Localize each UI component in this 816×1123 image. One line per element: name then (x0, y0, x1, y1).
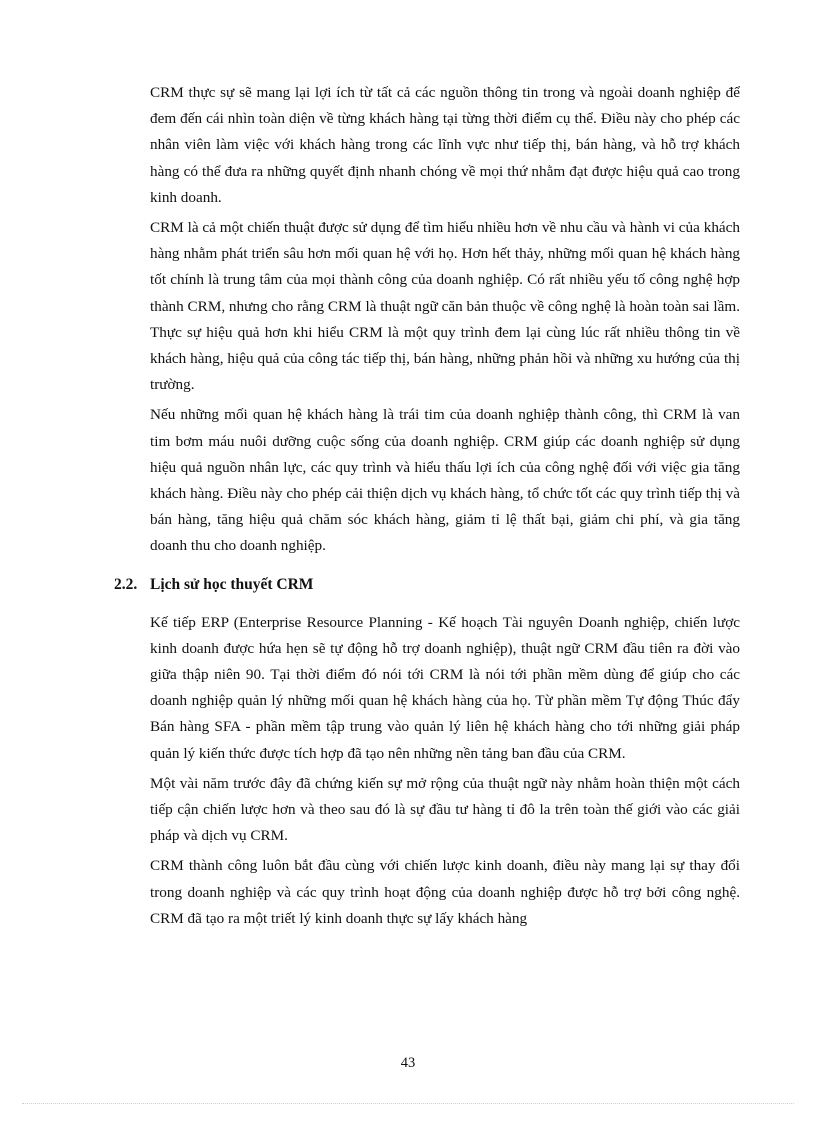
section-title: Lịch sử học thuyết CRM (150, 575, 314, 593)
paragraph-crm-history: Kế tiếp ERP (Enterprise Resource Planning - Kế hoạch Tài nguyên Doanh nghiệp, chiến lược kinh doanh được hứa hẹn sẽ tự động hỗ trợ doanh nghiệp), thuật ngữ CRM đầu tiên ra đời vào giữa thập niên 90. Tại thời điểm đó nói tới CRM là nói tới phần mềm dùng để giúp cho các doanh nghiệp quản lý những mối quan hệ khách hàng của họ. Từ phần mềm Tự động Thúc đẩy Bán hàng SFA - phần mềm tập trung vào quản lý liên hệ khách hàng cho tới những giải pháp quản lý kiến thức được tích hợp đã tạo nên những nền tảng ban đầu của CRM. (150, 613, 740, 762)
paragraph-crm-strategy: CRM là cả một chiến thuật được sử dụng để tìm hiểu nhiều hơn về nhu cầu và hành vi của khách hàng nhằm phát triển sâu hơn mối quan hệ với họ. Hơn hết thảy, những mối quan hệ khách hàng tốt chính là trung tâm của mọi thành công của doanh nghiệp. Có rất nhiều yếu tố công nghệ hợp thành CRM, nhưng cho rằng CRM là thuật ngữ căn bản thuộc về công nghệ là hoàn toàn sai lầm. Thực sự hiệu quả hơn khi hiểu CRM là một quy trình đem lại cùng lúc rất nhiều thông tin về khách hàng, hiệu quả của công tác tiếp thị, bán hàng, những phản hồi và những xu hướng của thị trường. (150, 219, 740, 394)
paragraph-crm-heart: Nếu những mối quan hệ khách hàng là trái tim của doanh nghiệp thành công, thì CRM là van tim bơm máu nuôi dưỡng cuộc sống của doanh nghiệp. CRM giúp các doanh nghiệp sử dụng hiệu quả nguồn nhân lực, các quy trình và hiểu thấu lợi ích của công nghệ đối với việc gia tăng khách hàng. Điều này cho phép cải thiện dịch vụ khách hàng, tổ chức tốt các quy trình tiếp thị và bán hàng, tăng hiệu quả chăm sóc khách hàng, giảm tỉ lệ thất bại, giảm chi phí, và gia tăng doanh thu cho doanh nghiệp. (150, 406, 740, 555)
page-number: 43 (400, 1055, 416, 1071)
paragraph-crm-expansion: Một vài năm trước đây đã chứng kiến sự mở rộng của thuật ngữ này nhằm hoàn thiện một cách tiếp cận chiến lược hơn và theo sau đó là sự đầu tư hàng tỉ đô la trên toàn thế giới vào các giải pháp và dịch vụ CRM. (150, 774, 740, 845)
paragraph-crm-benefits: CRM thực sự sẽ mang lại lợi ích từ tất cả các nguồn thông tin trong và ngoài doanh nghiệp để đem đến cái nhìn toàn diện về từng khách hàng tại từng thời điểm cụ thể. Điều này cho phép các nhân viên làm việc với khách hàng trong các lĩnh vực như tiếp thị, bán hàng, và hỗ trợ khách hàng có thể đưa ra những quyết định nhanh chóng về mọi thứ nhằm đạt được hiệu quả cao trong kinh doanh. (150, 84, 740, 206)
paragraph-crm-success: CRM thành công luôn bắt đầu cùng với chiến lược kinh doanh, điều này mang lại sự thay đổi trong doanh nghiệp và các quy trình hoạt động của doanh nghiệp được hỗ trợ bởi công nghệ. CRM đã tạo ra một triết lý kinh doanh thực sự lấy khách hàng (150, 857, 740, 927)
page-body (114, 80, 740, 936)
section-number: 2.2. (114, 575, 138, 593)
page-bottom-border (22, 1103, 794, 1104)
section-heading (114, 574, 740, 596)
